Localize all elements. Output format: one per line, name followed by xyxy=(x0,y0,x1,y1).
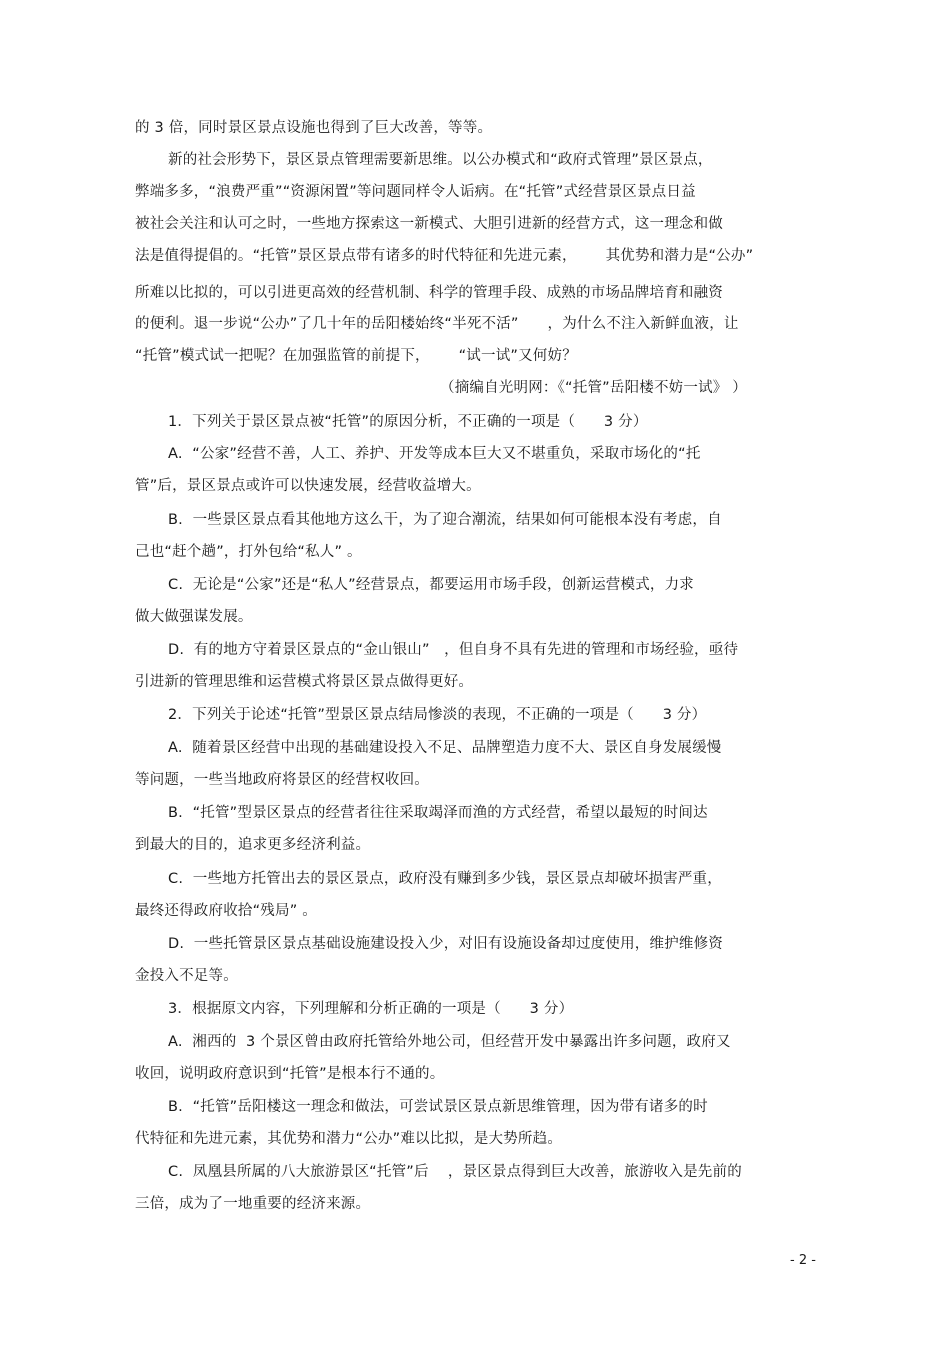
option-text: 做大做强谋发展。 xyxy=(135,609,253,625)
option-text: C. 无论是“公家”还是“私人”经营景点，都要运用市场手段，创新运营模式，力求 xyxy=(168,577,694,593)
option-text: 己也“赶个趟”，打外包给“私人” 。 xyxy=(135,544,362,560)
option-text: B. “托管”型景区景点的经营者往往采取竭泽而渔的方式经营，希望以最短的时间达 xyxy=(168,805,708,821)
option-text: 引进新的管理思维和运营模式将景区景点做得更好。 xyxy=(135,674,474,690)
option-text: A. 湘西的 3 个景区曾由政府托管给外地公司，但经营开发中暴露出许多问题，政府又 xyxy=(168,1034,731,1050)
text-line: 所难以比拟的，可以引进更高效的经营机制、科学的管理手段、成熟的市场品牌培育和融资 xyxy=(135,285,723,301)
option-text: A. 随着景区经营中出现的基础建设投入不足、品牌塑造力度不大、景区自身发展缓慢 xyxy=(168,740,722,756)
text-line: 新的社会形势下，景区景点管理需要新思维。以公办模式和“政府式管理”景区景点， xyxy=(168,152,713,168)
option-text: D. 一些托管景区景点基础设施建设投入少，对旧有设施设备却过度使用，维护维修资 xyxy=(168,936,723,952)
option-text: A. “公家”经营不善，人工、养护、开发等成本巨大又不堪重负，采取市场化的“托 xyxy=(168,446,701,462)
question-1-stem: 1．下列关于景区景点被“托管”的原因分析，不正确的一项是（ 3 分） xyxy=(168,414,648,430)
text-line: “托管”模式试一把呢？在加强监管的前提下， “试一试”又何妨？ xyxy=(135,348,577,364)
option-text: 最终还得政府收拾“残局” 。 xyxy=(135,903,317,919)
option-text: 管”后，景区景点或许可以快速发展，经营收益增大。 xyxy=(135,478,481,494)
option-text: B. 一些景区景点看其他地方这么干，为了迎合潮流，结果如何可能根本没有考虑，自 xyxy=(168,512,722,528)
text-line: 的 3 倍，同时景区景点设施也得到了巨大改善，等等。 xyxy=(135,120,493,136)
option-text: 金投入不足等。 xyxy=(135,968,238,984)
option-text: B. “托管”岳阳楼这一理念和做法，可尝试景区景点新思维管理，因为带有诸多的时 xyxy=(168,1099,708,1115)
option-text: C. 一些地方托管出去的景区景点，政府没有赚到多少钱，景区景点却破坏损害严重， xyxy=(168,871,722,887)
option-text: 代特征和先进元素，其优势和潜力“公办”难以比拟，是大势所趋。 xyxy=(135,1131,563,1147)
option-text: 三倍，成为了一地重要的经济来源。 xyxy=(135,1196,371,1212)
text-line: 弊端多多，“浪费严重”“资源闲置”等问题同样令人诟病。在“托管”式经营景区景点日益 xyxy=(135,184,696,200)
question-3-stem: 3．根据原文内容，下列理解和分析正确的一项是（ 3 分） xyxy=(168,1001,574,1017)
option-text: 等问题，一些当地政府将景区的经营权收回。 xyxy=(135,772,429,788)
text-line: 法是值得提倡的。“托管”景区景点带有诸多的时代特征和先进元素， 其优势和潜力是“公办” xyxy=(135,248,754,264)
text-line: 被社会关注和认可之时，一些地方探索这一新模式、大胆引进新的经营方式，这一理念和做 xyxy=(135,216,723,232)
option-text: C. 凤凰县所属的八大旅游景区“托管”后 ，景区景点得到巨大改善，旅游收入是先前的 xyxy=(168,1164,742,1180)
text-line: 的便利。退一步说“公办”了几十年的岳阳楼始终“半死不活” ，为什么不注入新鲜血液，让 xyxy=(135,316,739,332)
option-text: 收回，说明政府意识到“托管”是根本行不通的。 xyxy=(135,1066,445,1082)
option-text: 到最大的目的，追求更多经济利益。 xyxy=(135,837,371,853)
source-citation: （摘编自光明网：《“托管”岳阳楼不妨一试》 ） xyxy=(440,380,747,396)
page-number: - 2 - xyxy=(790,1253,816,1268)
option-text: D. 有的地方守着景区景点的“金山银山” ，但自身不具有先进的管理和市场经验，亟待 xyxy=(168,642,739,658)
question-2-stem: 2．下列关于论述“托管”型景区景点结局惨淡的表现，不正确的一项是（ 3 分） xyxy=(168,707,707,723)
